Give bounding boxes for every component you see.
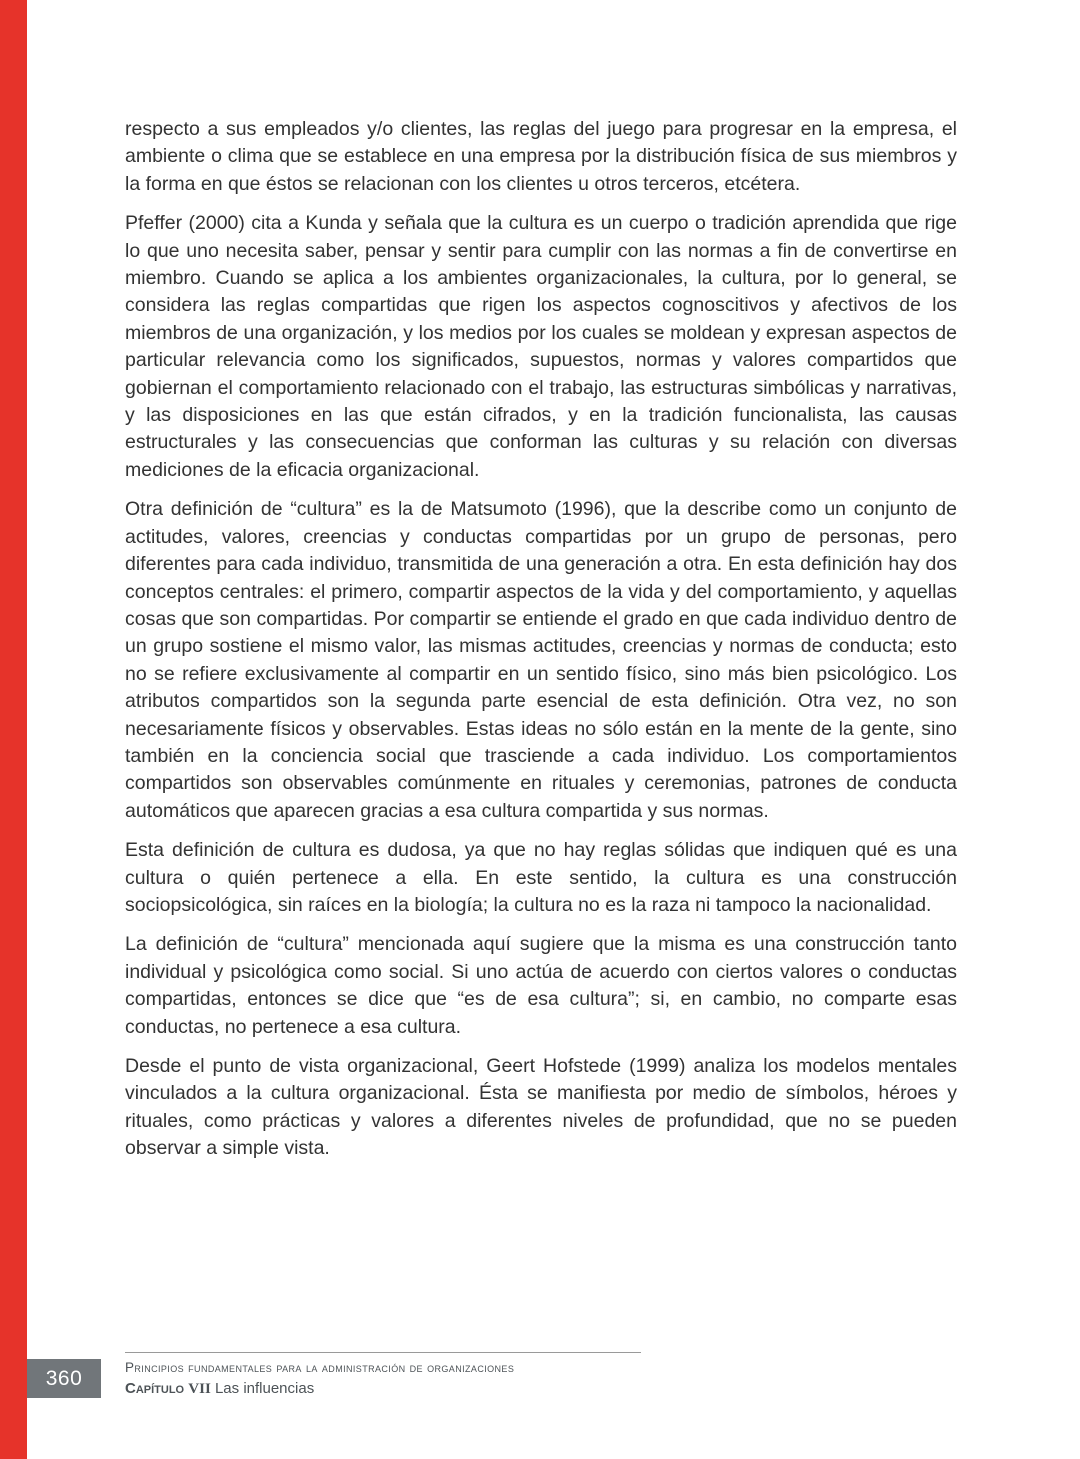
page-number: 360 — [45, 1366, 83, 1390]
paragraph: Otra definición de “cultura” es la de Matsumoto (1996), que la describe como un conjunto de actitudes, valores, creencias y conductas compartidas por un grupo de personas, pero diferentes para cada individuo, transmitida de una generación a otra. En esta definición hay dos conceptos centrales: el primero, compartir aspectos de la vida y del comportamiento, y aquellas cosas que son compartidas. Por compartir se entiende el grado en que cada individuo dentro de un grupo sostiene el mismo valor, las mismas actitudes, creencias y normas de conducta; esto no se refiere exclusivamente al compartir en un sentido físico, sino más bien psicológico. Los atributos compartidos son la segunda parte esencial de esta definición. Otra vez, no son necesariamente físicos y observables. Estas ideas no sólo están en la mente de la gente, sino también en la conciencia social que trasciende a cada individuo. Los comportamientos compartidos son observables comúnmente en rituales y ceremonias, patrones de conducta automáticos que aparecen gracias a esa cultura compartida y sus normas. — [125, 498, 957, 822]
footer-chapter-label: Capítulo — [125, 1380, 185, 1397]
footer-chapter-line — [125, 1380, 825, 1398]
paragraph: respecto a sus empleados y/o clientes, las reglas del juego para progresar en la empresa, el ambiente o clima que se establece en una empresa por la distribución física de sus miembros y la forma en que éstos se relacionan con los clientes u otros terceros, etcétera. — [125, 118, 957, 195]
paragraph: Pfeffer (2000) cita a Kunda y señala que la cultura es un cuerpo o tradición aprendida que rige lo que uno necesita saber, pensar y sentir para cumplir con las normas a fin de convertirse en miembro. Cuando se aplica a los ambientes organizacionales, la cultura, por lo general, se considera las reglas compartidas que rigen los aspectos cognoscitivos y afectivos de los miembros de una organización, y los medios por los cuales se moldean y expresan aspectos de particular relevancia como los significados, supuestos, normas y valores compartidos que gobiernan el comportamiento relacionado con el trabajo, las estructuras simbólicas y narrativas, y las disposiciones en las que están cifrados, y en la tradición funcionalista, las causas estructurales y las consecuencias que conforman las culturas y su relación con diversas mediciones de la eficacia organizacional. — [125, 212, 957, 481]
paragraph: Esta definición de cultura es dudosa, ya que no hay reglas sólidas que indiquen qué es una cultura o quién pertenece a ella. En este sentido, la cultura es una construcción sociopsicológica, sin raíces en la biología; la cultura no es la raza ni tampoco la nacionalidad. — [125, 839, 957, 916]
paragraph: Desde el punto de vista organizacional, Geert Hofstede (1999) analiza los modelos mentales vinculados a la cultura organizacional. Ésta se manifiesta por medio de símbolos, héroes y rituales, como prácticas y valores a diferentes niveles de profundidad, que no se pueden observar a simple vista. — [125, 1055, 957, 1160]
footer-divider — [125, 1352, 641, 1353]
page-edge-stripe — [0, 0, 27, 1459]
footer-chapter-title: Las influencias — [214, 1380, 315, 1397]
paragraph: La definición de “cultura” mencionada aquí sugiere que la misma es una construcción tanto individual y psicológica como social. Si uno actúa de acuerdo con ciertos valores o conductas compartidas, entonces se dice que “es de esa cultura”; si, en cambio, no comparte esas conductas, no pertenece a esa cultura. — [125, 933, 957, 1038]
footer-chapter-number: VII — [188, 1381, 211, 1397]
page-number-badge — [27, 1359, 101, 1398]
footer-book-title: Principios fundamentales para la administración de organizaciones — [125, 1360, 515, 1375]
page-body — [125, 116, 957, 1175]
